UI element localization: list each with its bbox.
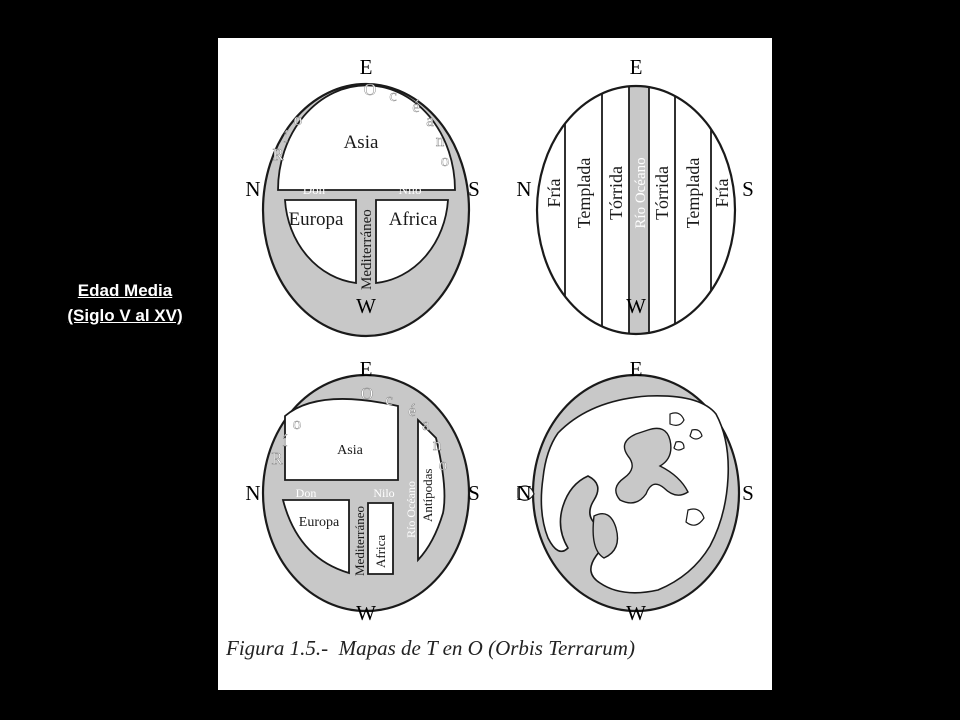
map-2-zone-torrida-north: Tórrida [606, 166, 626, 220]
map-2-north-label: N [516, 177, 532, 201]
map-1-west-label: W [356, 294, 376, 318]
map-1-north-label: N [245, 177, 261, 201]
map-2-south-label: S [742, 177, 754, 201]
map-3-ocean-letter: o [292, 414, 302, 433]
map-1-ocean-letter: o [293, 110, 303, 129]
map-2-zone-templada-north: Templada [574, 157, 594, 229]
map-3-ocean-letter: í [282, 431, 288, 450]
map-3-ocean-letter: c [385, 390, 393, 409]
map-3-ocean-letter: R [271, 449, 283, 468]
map-3-asia-label: Asia [337, 443, 363, 458]
map-1-nilo-label: Nilo [398, 182, 422, 197]
map-4-north-label: N [516, 481, 532, 505]
map-4-west-label: W [626, 601, 646, 625]
map-2-zone-rio-oceano: Río Océano [633, 157, 649, 229]
map-1-ocean-letter: n [435, 131, 445, 150]
map-1-asia-label: Asia [343, 132, 379, 153]
map-1-ocean-letter: o [440, 151, 450, 170]
map-3-south-label: S [468, 481, 480, 505]
map-1-t-o [245, 55, 479, 336]
map-3-rio-oceano-label: Río Océano [404, 481, 418, 538]
map-2-east-label: E [629, 55, 643, 79]
map-4-south-label: S [742, 481, 754, 505]
map-1-ocean-letter: é [412, 97, 420, 116]
map-1-ocean-letter: c [389, 86, 397, 105]
map-1-mediterraneo-label: Mediterráneo [359, 209, 375, 290]
map-3-nilo-label: Nilo [373, 486, 395, 500]
map-1-south-label: S [468, 177, 480, 201]
map-3-ocean-letter: é [408, 401, 416, 420]
t-o-maps-figure [218, 38, 772, 690]
map-2-west-label: W [626, 294, 646, 318]
slide-title-line-1: Edad Media [77, 281, 173, 300]
slide-title-line-2: (Siglo V al XV) [67, 306, 183, 325]
map-2-zone-fria-south: Fría [712, 178, 732, 208]
map-3-don-label: Don [295, 486, 317, 500]
map-2-zone-templada-south: Templada [683, 157, 703, 229]
map-2-climate-zones [516, 55, 753, 348]
map-1-europa-label: Europa [288, 209, 344, 230]
map-3-north-label: N [245, 481, 261, 505]
map-3-west-label: W [356, 601, 376, 625]
map-4-east-label: E [629, 357, 643, 381]
map-3-ocean-letter: n [432, 435, 442, 454]
map-1-don-label: Don [302, 182, 326, 197]
map-3-mediterraneo-label: Mediterráneo [352, 505, 367, 576]
figure-caption: Figura 1.5.- Mapas de T en O (Orbis Terrarum) [226, 636, 635, 660]
map-3-east-label: E [359, 357, 373, 381]
map-3-ocean-letter: a [422, 415, 430, 434]
map-1-ocean-letter: í [283, 127, 289, 146]
map-2-zone-torrida-south: Tórrida [652, 166, 672, 220]
map-1-ocean-letter: R [272, 145, 284, 164]
map-3-ocean-letter: o [438, 455, 448, 474]
map-2-zone-fria-north: Fría [544, 178, 564, 208]
map-4-island [674, 442, 684, 450]
map-1-ocean-letter: a [426, 111, 434, 130]
slide-title [40, 278, 210, 328]
figure-panel [218, 38, 772, 690]
map-3-europa-label: Europa [298, 515, 340, 530]
map-1-ocean-letter: O [363, 80, 377, 99]
map-3-ocean-letter: O [360, 384, 374, 403]
map-3-antipodas-label: Antípodas [420, 468, 435, 522]
map-1-africa-label: Africa [388, 209, 438, 230]
map-1-east-label: E [359, 55, 373, 79]
map-3-africa-label: Africa [373, 534, 388, 568]
map-4-world-outline [516, 357, 753, 625]
map-3-t-o-antipodas [245, 357, 479, 625]
